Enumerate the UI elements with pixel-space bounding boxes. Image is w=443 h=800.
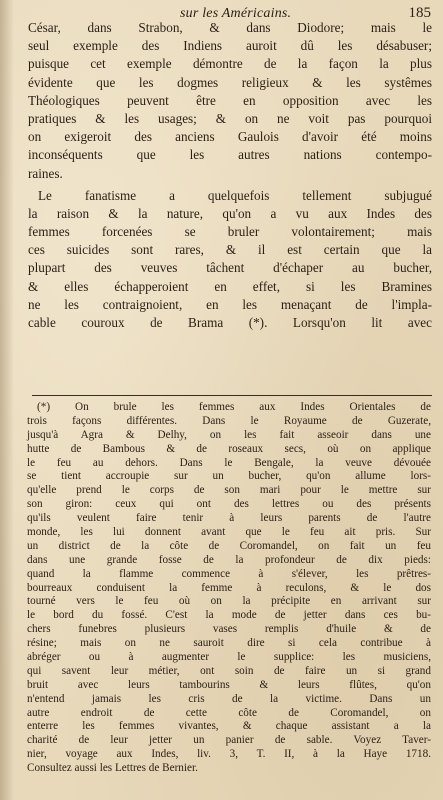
- footnote-line: enterre les femmes vivantes, & chaque assistant a la: [27, 720, 431, 733]
- footnote-line: résine; mais on ne sauroit dire si cela contribue à: [27, 637, 431, 650]
- footnote-line: un district de la côte de Coromandel, on fait un feu: [27, 539, 431, 552]
- footnote-line: tourné vers le feu où on la précipite en arrivant sur: [27, 595, 431, 608]
- text-line: puisque cet exemple démontre de la façon la plus: [28, 56, 432, 72]
- text-line: on exigeroit des anciens Gaulois d'avoir été moins: [28, 129, 432, 145]
- text-line: ne les contraignoient, en les menaçant de l'impla-: [28, 296, 432, 312]
- footnote-line: charité de leur jetter un panier de sable. Voyez Taver-: [27, 734, 431, 747]
- text-line: Théologiques peuvent être en opposition avec les: [28, 92, 432, 108]
- footnote-line: monde, les lui donnent avant que le feu ait pris. Sur: [27, 526, 431, 539]
- text-line: la raison & la nature, qu'on a vu aux Indes des: [28, 205, 432, 221]
- text-line: pratiques & les usages; & on ne voit pas pourquoi: [28, 110, 432, 126]
- footnote-line: Consultez aussi les Lettres de Bernier.: [27, 762, 198, 775]
- footnote-line: abréger ou à augmenter le supplice: les musiciens,: [27, 651, 431, 664]
- footnote-line: bruit avec leurs tambourins & leurs flûtes, qu'on: [27, 678, 431, 691]
- footnote: [27, 401, 431, 776]
- text-line: Le fanatisme a quelquefois tellement subjugué: [38, 187, 432, 203]
- text-line: plupart des veuves tâchent d'échaper au bucher,: [28, 260, 432, 276]
- text-line: seul exemple des Indiens auroit dû les désabuser;: [28, 38, 432, 54]
- text-line: évidente que les dogmes religieux & les systêmes: [28, 74, 432, 90]
- footnote-line: qu'ils veulent faire tenir à leurs parents de l'autre: [27, 512, 431, 525]
- running-head: sur les Américains.: [180, 6, 292, 21]
- footnote-line: qu'elle prend le corps de son mari pour le mettre sur: [27, 484, 431, 497]
- footnote-line: hutte de Bambous & de roseaux secs, où on applique: [27, 442, 431, 455]
- page-gutter-shadow: [0, 0, 14, 800]
- main-text: [28, 19, 432, 332]
- footnote-line: qui savent leur métier, ont soin de faire un si grand: [27, 664, 431, 677]
- footnote-line: chers funebres plusieurs vases remplis d'huile & de: [27, 623, 431, 636]
- text-line: & elles échapperoient en effet, si les Bramines: [28, 278, 432, 294]
- footnote-line: autre endroit de cette côte de Coromandel, on: [27, 706, 431, 719]
- footnote-line: son giron: ceux qui ont des lettres ou des présents: [27, 498, 431, 511]
- footnote-line: bourreaux conduisent la femme à reculons, & le dos: [27, 581, 431, 594]
- text-line: ces suicides sont rares, & il est certain que la: [28, 242, 432, 258]
- footnote-line: quand la flamme commence à s'élever, les prêtres-: [27, 567, 431, 580]
- text-line: femmes forcenées se bruler volontairement; mais: [28, 224, 432, 240]
- footnote-line: nier, voyage aux Indes, liv. 3, T. II, à la Haye 1718.: [27, 748, 431, 761]
- text-line: César, dans Strabon, & dans Diodore; mais le: [28, 20, 432, 35]
- footnote-line: le feu au dehors. Dans le Bengale, la veuve dévouée: [27, 456, 431, 469]
- footnote-line: trois façons différentes. Dans le Royaume de Guzerate,: [27, 414, 431, 427]
- page-number: 185: [408, 5, 431, 21]
- footnote-line: (*) On brule les femmes aux Indes Orientales de: [37, 401, 431, 413]
- text-line: inconséquents que les autres nations contempo-: [28, 147, 432, 163]
- footnote-line: jusqu'à Agra & Delhy, on les fait asseoir dans une: [27, 428, 431, 441]
- text-line: cable couroux de Brama (*). Lorsqu'on lit avec: [28, 315, 432, 330]
- text-line: raines.: [28, 165, 63, 181]
- footnote-line: n'entend jamais les cris de la victime. Dans un: [27, 692, 431, 705]
- footnote-line: dans une grande fosse de la profondeur de dix pieds:: [27, 553, 431, 566]
- footnote-line: le bord du fossé. C'est la mode de jetter dans ces bu-: [27, 609, 431, 622]
- footnote-line: se tient accroupie sur un bucher, qu'on allume lors-: [27, 470, 431, 483]
- footnote-divider: [32, 395, 432, 396]
